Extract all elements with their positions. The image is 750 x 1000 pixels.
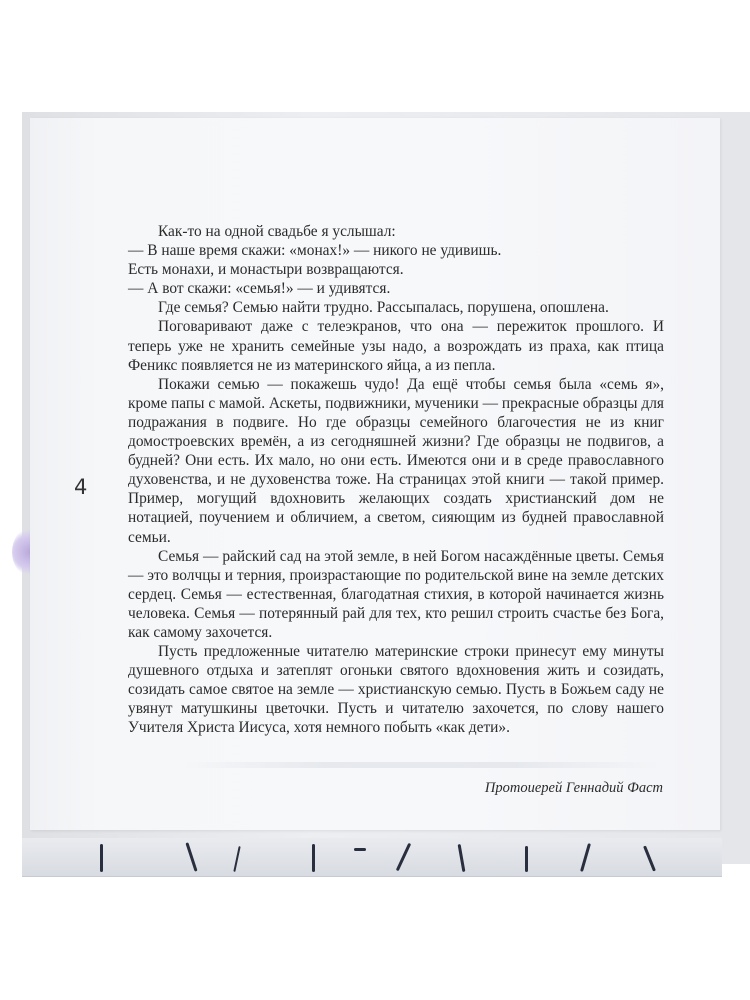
paragraph: Есть монахи, и монастыри возвращаются.: [128, 261, 404, 279]
illustration-stroke: [312, 844, 315, 872]
paragraph: Поговаривают даже с телеэкранов, что она — пережиток прошлого. И теперь уже не хранить семейные узы надо, а возрождать из праха, как птица Феникс появляется не из материнского яйца, а из пепла.: [128, 318, 664, 374]
author-signature: Протоиерей Геннадий Фаст: [484, 780, 663, 796]
illustration-stroke: [458, 844, 466, 872]
paragraph: — В наше время скажи: «монах!» — никого не удивишь.: [128, 242, 502, 260]
illustration-stroke: [643, 845, 656, 871]
illustration-stroke: [100, 844, 103, 872]
paragraph: Где семья? Семью найти трудно. Рассыпалась, порушена, опошлена.: [158, 299, 609, 317]
paragraph: Покажи семью — покажешь чудо! Да ещё чтобы семья была «семь я», кроме папы с мамой. Аскеты, подвижники, мученики — прекрасные образцы для подражания в подвиге. Но где образцы семейного благочестия не из книг домостроевских времён, а из сегодняшней жизни? Где образцы не подвигов, а будней? Они есть. Их мало, но они есть. Имеются они и в среде православного духовенства, и не духовенства тоже. На страницах этой книги — такой пример. Пример, могущий вдохновить желающих создать христианский дом не нотацией, поучением и обличием, а светом, сияющим из будней православной семьи.: [128, 375, 664, 546]
page-text: [128, 222, 664, 738]
paragraph: — А вот скажи: «семья!» — и удивятся.: [128, 280, 391, 298]
paragraph: Пусть предложенные читателю материнские строки принесут ему минуты душевного отдыха и затеплят огоньки святого вдохновения жить и созидать, созидать самое святое на земле — христианскую семью. Пусть в Божьем саду не увянут матушкины цветочки. Пусть и читателю захочется, по слову нашего Учителя Христа Иисуса, хотя немного побыть «как дети».: [128, 643, 664, 737]
illustration-stroke: [396, 843, 411, 871]
illustration-stroke: [525, 846, 528, 872]
page-number: 4: [74, 475, 88, 499]
paragraph: Как-то на одной свадьбе я услышал:: [158, 223, 396, 240]
page-stack-edge: [22, 838, 722, 877]
illustration-stroke: [354, 848, 366, 851]
paragraph: Семья — райский сад на этой земле, в ней Богом насаждённые цветы. Семья — это волчцы и терния, произрастающие по родительской вине на земле детских сердец. Семья — естественная, благодатная стихия, в которой начинается жизнь человека. Семья — потерянный рай для тех, кто решил строить счастье без Бога, как самому захочется.: [128, 547, 664, 641]
illustration-stroke: [233, 846, 240, 872]
show-through-text: [180, 762, 660, 768]
illustration-stroke: [580, 843, 591, 872]
illustration-stroke: [185, 842, 197, 871]
